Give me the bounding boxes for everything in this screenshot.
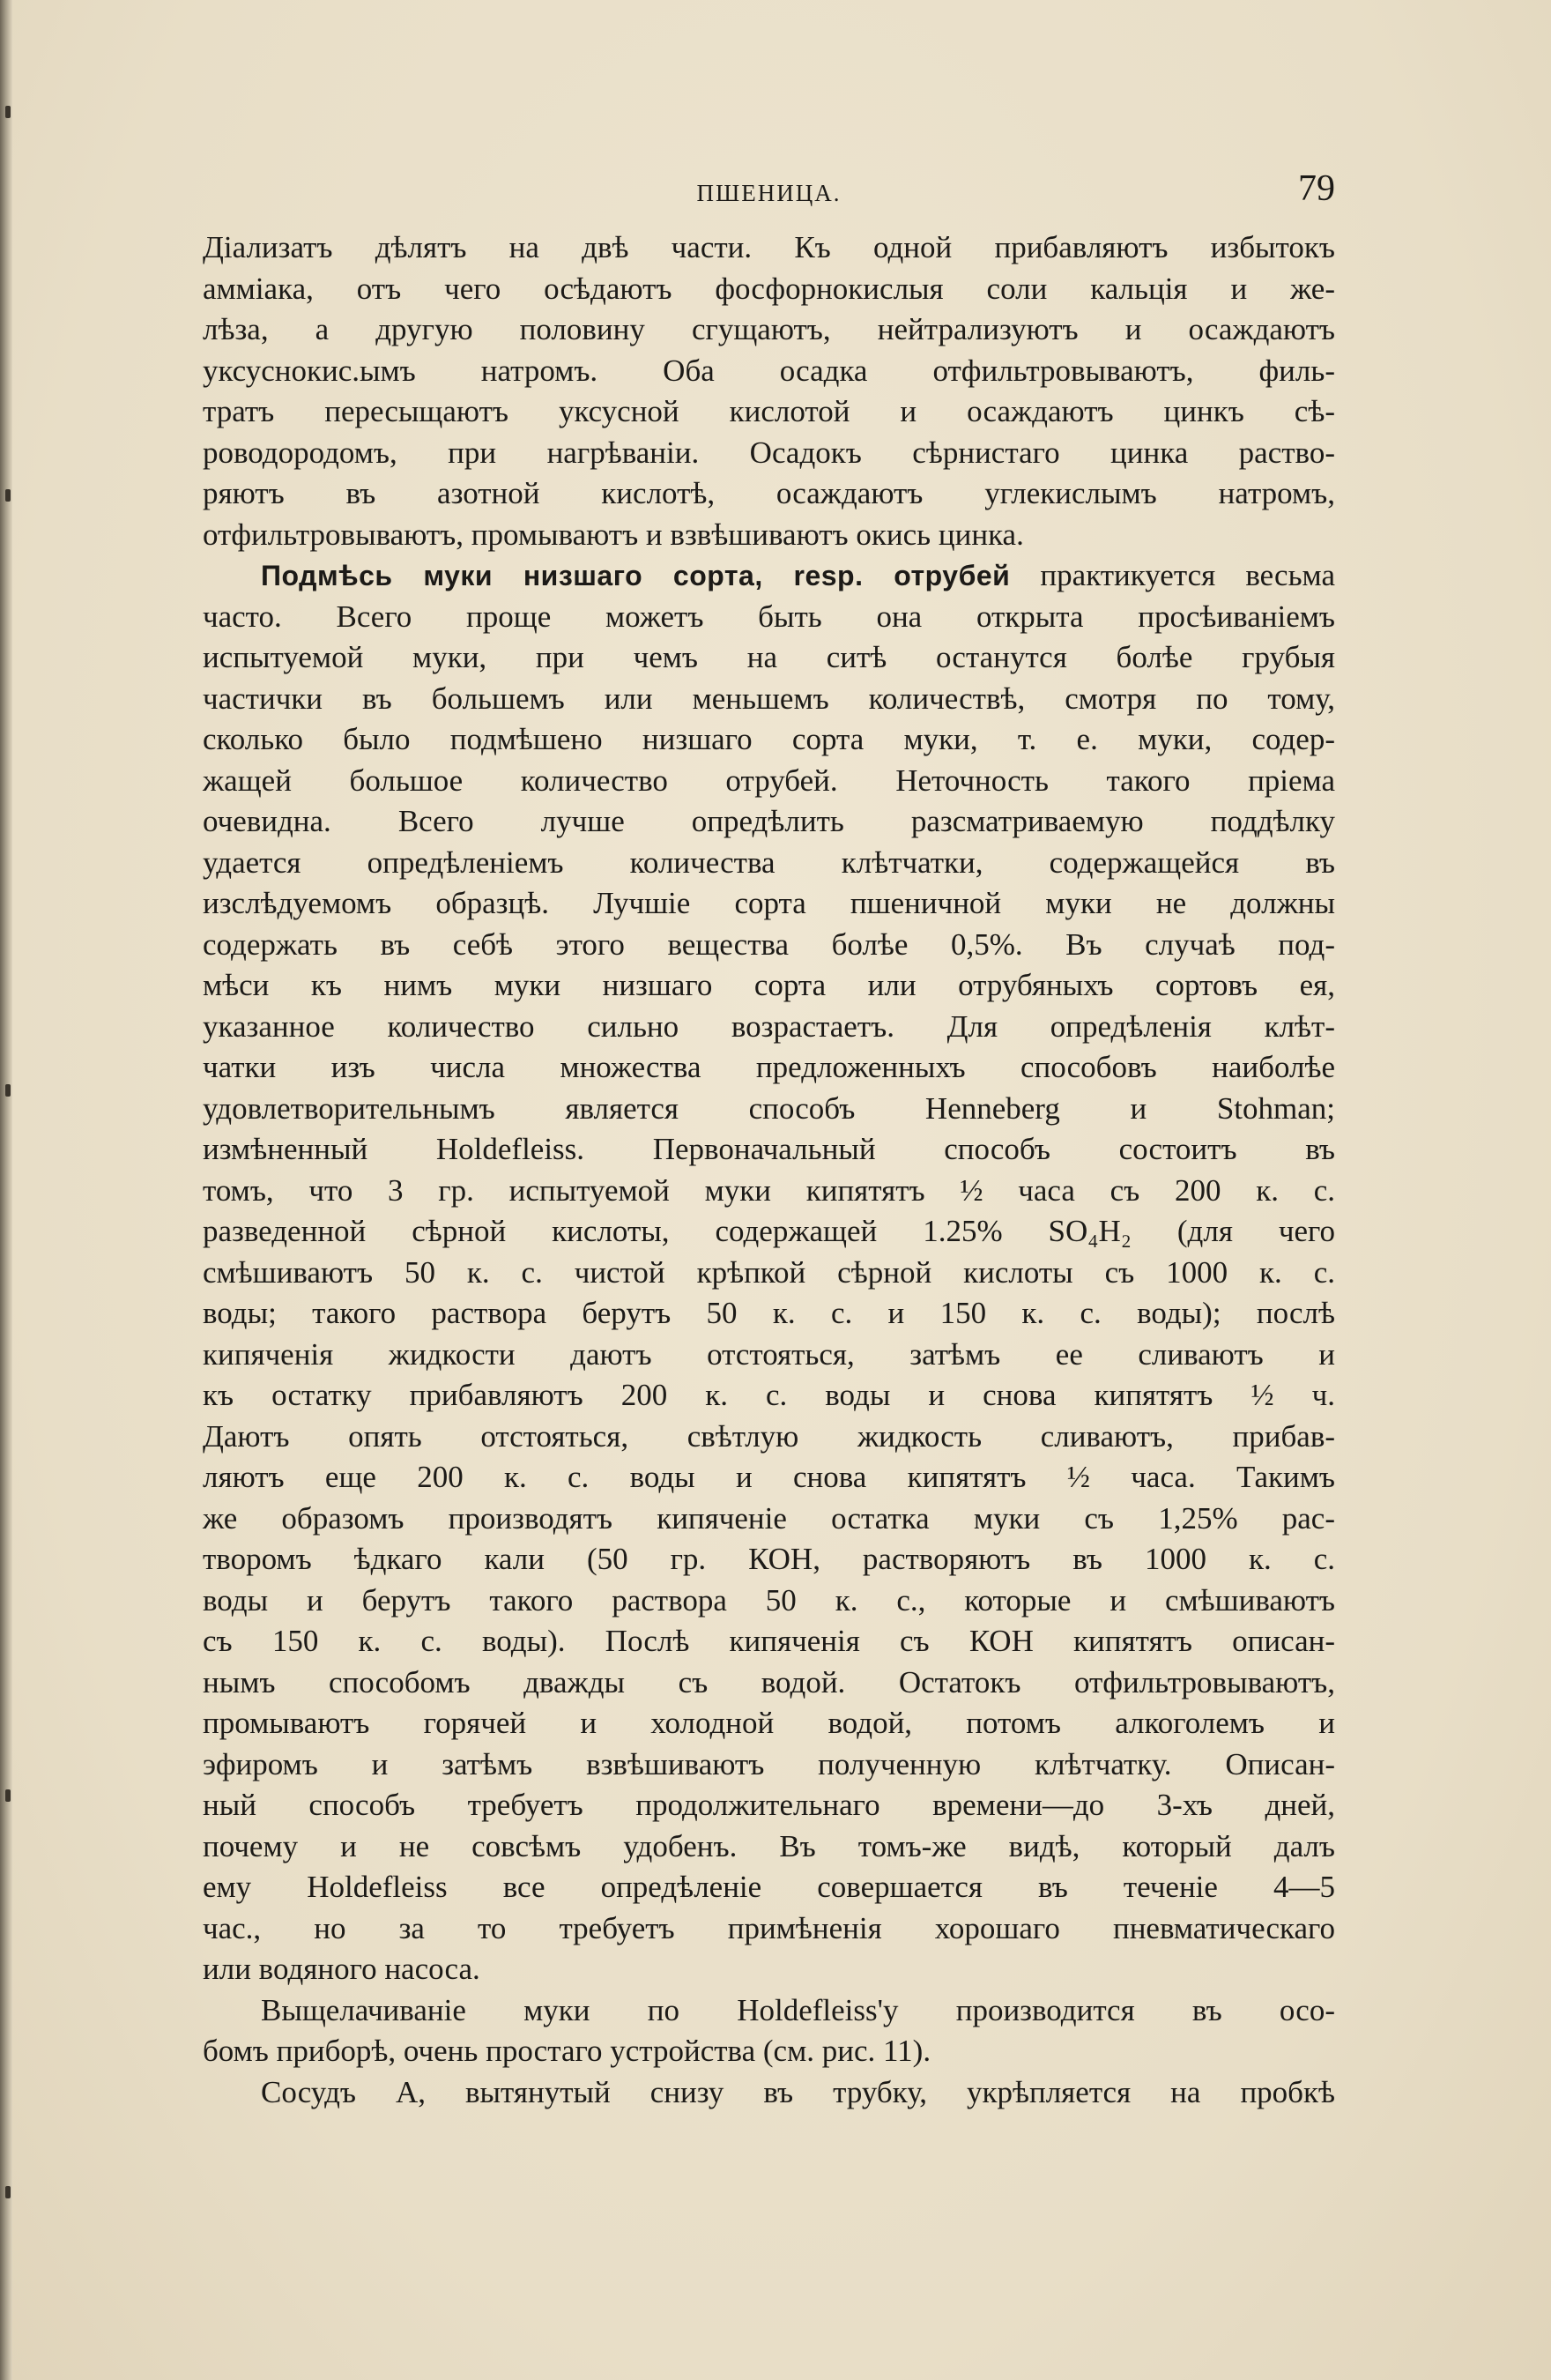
margin-mark — [5, 2186, 11, 2198]
margin-mark — [5, 1789, 11, 1802]
text-line: удается опредѣленіемъ количества клѣтчатки, содержащейся въ — [203, 844, 1335, 880]
text-line: частички въ большемъ или меньшемъ количествѣ, смотря по тому, — [203, 681, 1335, 716]
text-line: съ 150 к. с. воды). Послѣ кипяченія съ КОН кипятятъ описан- — [203, 1624, 1335, 1658]
text-line: ему Holdefleiss все опредѣленіе совершается въ теченіе 4—5 — [203, 1870, 1335, 1904]
text-line: тратъ пересыщаютъ уксусной кислотой и осаждаютъ цинкъ сѣ- — [203, 394, 1335, 428]
text-line: же образомъ производятъ кипяченіе остатка муки съ 1,25% рас- — [203, 1500, 1335, 1536]
text-line: смѣшиваютъ 50 к. с. чистой крѣпкой сѣрной кислоты съ 1000 к. с. — [203, 1254, 1335, 1290]
text-line: ляютъ еще 200 к. с. воды и снова кипятятъ ½ часа. Такимъ — [203, 1460, 1335, 1494]
text-line: воды; такого раствора берутъ 50 к. с. и 150 к. с. воды); послѣ — [203, 1296, 1335, 1330]
page-header — [203, 167, 1335, 220]
text-line: час., но за то требуетъ примѣненія хорошаго пневматическаго — [203, 1910, 1335, 1945]
text-line: творомъ ѣдкаго кали (50 гр. КОН, растворяютъ въ 1000 к. с. — [203, 1542, 1335, 1576]
text-line: или водяного насоса. — [203, 1952, 480, 1986]
text-line: Діализатъ дѣлятъ на двѣ части. Къ одной прибавляютъ избытокъ — [203, 230, 1335, 264]
text-line: ряютъ въ азотной кислотѣ, осаждаютъ углекислымъ натромъ, — [203, 476, 1335, 510]
margin-mark — [5, 106, 11, 118]
text-line: промываютъ горячей и холодной водой, потомъ алкоголемъ и — [203, 1706, 1335, 1740]
text-line: жащей большое количество отрубей. Неточность такого пріема — [203, 762, 1335, 798]
text-line: томъ, что 3 гр. испытуемой муки кипятятъ ½ часа съ 200 к. с. — [203, 1172, 1335, 1208]
margin-mark — [5, 1084, 11, 1097]
text-line: лѣза, а другую половину сгущаютъ, нейтрализуютъ и осаждаютъ — [203, 312, 1335, 346]
text-line: испытуемой муки, при чемъ на ситѣ останутся болѣе грубыя — [203, 640, 1335, 674]
text-line: указанное количество сильно возрастаетъ. Для опредѣленія клѣт- — [203, 1008, 1335, 1044]
text-line: очевидна. Всего лучше опредѣлить разсматриваемую поддѣлку — [203, 804, 1335, 838]
text-line: кипяченія жидкости даютъ отстояться, затѣмъ ее сливаютъ и — [203, 1336, 1335, 1372]
text-line: роводородомъ, при нагрѣваніи. Осадокъ сѣрнистаго цинка раство- — [203, 435, 1335, 470]
margin-mark — [5, 489, 11, 502]
text-line: нымъ способомъ дважды съ водой. Остатокъ отфильтровываютъ, — [203, 1664, 1335, 1699]
text-line: Сосудъ А, вытянутый снизу въ трубку, укрѣпляется на пробкѣ — [261, 2074, 1335, 2109]
text-line: разведенной сѣрной кислоты, содержащей 1.25% SO₄H₂ (для чего — [203, 1214, 1335, 1248]
running-head: ПШЕНИЦА. — [696, 180, 842, 206]
text-line: сколько было подмѣшено низшаго сорта муки, т. е. муки, содер- — [203, 722, 1335, 756]
text-line: чатки изъ числа множества предложенныхъ способовъ наиболѣе — [203, 1050, 1335, 1084]
text-line: Подмѣсь муки низшаго сорта, resp. отрубей практикуется весьма — [261, 558, 1335, 592]
text-line: Выщелачиваніе муки по Holdefleiss'у производится въ осо- — [261, 1992, 1335, 2027]
text-line: отфильтровываютъ, промываютъ и взвѣшиваютъ окись цинка. — [203, 517, 1024, 552]
page-binding-edge — [0, 0, 12, 2380]
text-line: содержать въ себѣ этого вещества болѣе 0,5%. Въ случаѣ под- — [203, 926, 1335, 962]
text-line: воды и берутъ такого раствора 50 к. с., которые и смѣшиваютъ — [203, 1582, 1335, 1618]
text-line: изслѣдуемомъ образцѣ. Лучшіе сорта пшеничной муки не должны — [203, 886, 1335, 920]
text-line: Даютъ опять отстояться, свѣтлую жидкость сливаютъ, прибав- — [203, 1418, 1335, 1454]
text-line: бомъ приборѣ, очень простаго устройства (см. рис. 11). — [203, 2034, 931, 2068]
text-line: мѣси къ нимъ муки низшаго сорта или отрубяныхъ сортовъ ея, — [203, 968, 1335, 1002]
text-line: почему и не совсѣмъ удобенъ. Въ томъ-же видѣ, который далъ — [203, 1828, 1335, 1863]
text-line: уксуснокис.ымъ натромъ. Оба осадка отфильтровываютъ, филь- — [203, 353, 1335, 388]
page-number: 79 — [1298, 168, 1335, 209]
text-line: къ остатку прибавляютъ 200 к. с. воды и снова кипятятъ ½ ч. — [203, 1378, 1335, 1412]
text-line: амміака, отъ чего осѣдаютъ фосфорнокислыя соли кальція и же- — [203, 271, 1335, 306]
text-line: часто. Всего проще можетъ быть она открыта просѣиваніемъ — [203, 599, 1335, 634]
emphasized-phrase: Подмѣсь муки низшаго сорта, resp. отрубей — [261, 560, 1011, 591]
text-line: измѣненный Holdefleiss. Первоначальный способъ состоитъ въ — [203, 1132, 1335, 1166]
text-line: удовлетворительнымъ является способъ Henneberg и Stohman; — [203, 1090, 1335, 1126]
text-line: ный способъ требуетъ продолжительнаго времени—до 3-хъ дней, — [203, 1788, 1335, 1822]
text-line: эфиромъ и затѣмъ взвѣшиваютъ полученную клѣтчатку. Описан- — [203, 1746, 1335, 1781]
body-text — [203, 227, 1335, 2113]
